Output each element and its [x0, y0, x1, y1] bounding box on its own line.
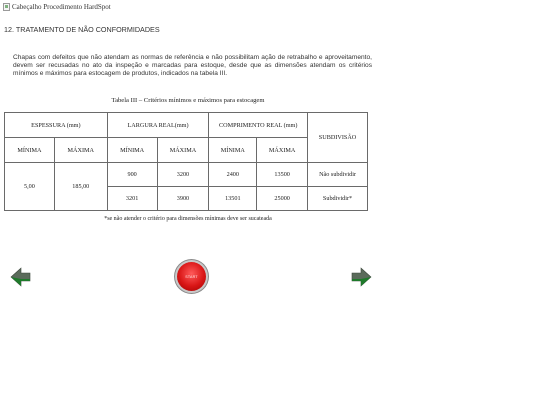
- header-image-placeholder: [3, 3, 111, 11]
- cell-width-max: 3200: [157, 163, 209, 187]
- cell-length-min: 13501: [209, 187, 257, 211]
- subheader-length-max: MÁXIMA: [257, 138, 308, 163]
- subheader-width-max: MÁXIMA: [157, 138, 209, 163]
- cell-length-min: 2400: [209, 163, 257, 187]
- broken-image-icon: [3, 3, 10, 11]
- cell-width-max: 3900: [157, 187, 209, 211]
- arrow-left-icon: [10, 266, 32, 288]
- header-length: COMPRIMENTO REAL (mm): [209, 113, 308, 138]
- cell-length-max: 13500: [257, 163, 308, 187]
- next-page-button[interactable]: [350, 266, 372, 288]
- arrow-right-icon: [350, 266, 372, 288]
- body-paragraph: Chapas com defeitos que não atendam as normas de referência e não possibilitam ação de retrabalho e aproveitamento, devem ser recusadas no ato da inspeção e marcadas para estoque, desde que as dimensões atendam os critérios mínimos e máximos para estocagem de produtos, indicados na tabela III.: [13, 54, 372, 77]
- header-image-alt-text: Cabeçalho Procedimento HardSpot: [12, 3, 111, 11]
- cell-width-min: 3201: [107, 187, 157, 211]
- table-header-row: [5, 113, 368, 138]
- header-thickness: ESPESSURA (mm): [5, 113, 108, 138]
- cell-width-min: 900: [107, 163, 157, 187]
- cell-subdivision: Não subdividir: [308, 163, 368, 187]
- section-title: 12. TRATAMENTO DE NÃO CONFORMIDADES: [4, 25, 160, 34]
- cell-length-max: 25000: [257, 187, 308, 211]
- cell-thickness-max: 185,00: [54, 163, 107, 211]
- subheader-thickness-min: MÍNIMA: [5, 138, 55, 163]
- cell-subdivision: Subdividir*: [308, 187, 368, 211]
- previous-page-button[interactable]: [10, 266, 32, 288]
- subheader-width-min: MÍNIMA: [107, 138, 157, 163]
- stock-criteria-table: [4, 112, 368, 211]
- start-button-label: START: [185, 274, 198, 279]
- subheader-thickness-max: MÁXIMA: [54, 138, 107, 163]
- header-subdivision: SUBDIVISÃO: [308, 113, 368, 163]
- header-width: LARGURA REAL(mm): [107, 113, 209, 138]
- table-footnote: *se não atender o critério para dimensões mínimas deve ser sucateada: [104, 216, 272, 222]
- table-caption: Tabela III – Critérios mínimos e máximos para estocagem: [111, 97, 265, 104]
- subheader-length-min: MÍNIMA: [209, 138, 257, 163]
- table-row: [5, 163, 368, 187]
- start-button[interactable]: [177, 262, 206, 291]
- cell-thickness-min: 5,00: [5, 163, 55, 211]
